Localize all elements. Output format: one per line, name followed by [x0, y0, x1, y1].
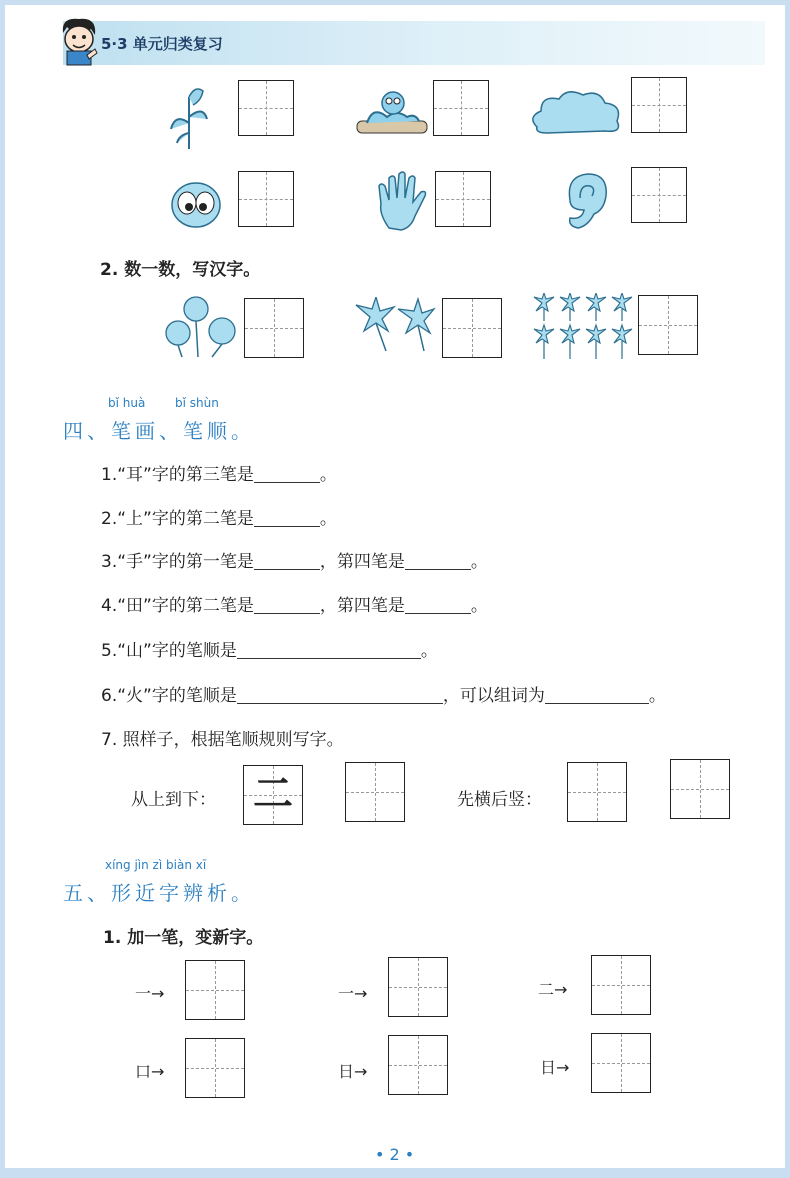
answer-box[interactable] — [185, 960, 245, 1020]
answer-blank[interactable] — [254, 551, 320, 570]
example-char: 二 — [253, 771, 293, 817]
flowers-three-icon — [160, 293, 242, 359]
pair-label: 二→ — [538, 980, 568, 999]
pinyin-xingjinzibianxi: xíng jìn zì biàn xī — [105, 858, 207, 872]
count-task-label: 2. 数一数，写汉字。 — [100, 260, 261, 280]
example-box — [243, 765, 303, 825]
answer-box[interactable] — [631, 77, 687, 133]
pair-label: 日→ — [540, 1058, 570, 1077]
q4-item-1: 1.“耳”字的第三笔是 。 — [101, 465, 337, 485]
answer-blank[interactable] — [405, 551, 471, 570]
rule2-label: 先横后竖： — [457, 790, 542, 810]
cloud-icon — [527, 87, 627, 139]
answer-box[interactable] — [238, 171, 294, 227]
answer-box[interactable] — [388, 1035, 448, 1095]
answer-box[interactable] — [567, 762, 627, 822]
example-label: 从上到下： — [131, 790, 216, 810]
pair-label: 一→ — [135, 984, 165, 1003]
answer-blank[interactable] — [237, 685, 443, 704]
ear-icon — [560, 170, 612, 232]
answer-blank[interactable] — [254, 464, 320, 483]
answer-box[interactable] — [591, 955, 651, 1015]
header-title: 5·3 单元归类复习 — [101, 35, 223, 53]
q4-item-4: 4.“田”字的第二笔是 ，第四笔是 。 — [101, 596, 488, 616]
answer-box[interactable] — [345, 762, 405, 822]
q4-item-3: 3.“手”字的第一笔是 ，第四笔是 。 — [101, 552, 488, 572]
answer-blank[interactable] — [405, 595, 471, 614]
worm-icon — [353, 87, 433, 139]
section5-title: 五、形近字辨析。 — [63, 881, 255, 905]
answer-box[interactable] — [638, 295, 698, 355]
q4-item-2: 2.“上”字的第二笔是 。 — [101, 509, 337, 529]
page-number: • 2 • — [375, 1145, 415, 1164]
mascot-icon — [57, 15, 101, 67]
rice-plant-icon — [165, 83, 213, 151]
answer-box[interactable] — [244, 298, 304, 358]
answer-box[interactable] — [435, 171, 491, 227]
answer-blank[interactable] — [254, 595, 320, 614]
pinyin-bihua: bǐ huà — [108, 396, 146, 410]
section4-title: 四、笔画、笔顺。 — [63, 419, 255, 443]
answer-box[interactable] — [388, 957, 448, 1017]
answer-box[interactable] — [238, 80, 294, 136]
answer-box[interactable] — [631, 167, 687, 223]
section5-task-label: 1. 加一笔，变新字。 — [103, 928, 264, 948]
flowers-two-icon — [350, 297, 436, 353]
answer-box[interactable] — [591, 1033, 651, 1093]
answer-box[interactable] — [442, 298, 502, 358]
q4-item-7: 7. 照样子，根据笔顺规则写字。 — [101, 730, 344, 750]
pair-label: 一→ — [338, 984, 368, 1003]
pair-label: 口→ — [135, 1062, 165, 1081]
answer-blank[interactable] — [545, 685, 649, 704]
answer-box[interactable] — [185, 1038, 245, 1098]
answer-box[interactable] — [670, 759, 730, 819]
pinyin-bishun: bǐ shùn — [175, 396, 219, 410]
q4-item-6: 6.“火”字的笔顺是 ，可以组词为 。 — [101, 686, 666, 706]
answer-blank[interactable] — [254, 508, 320, 527]
flowers-eight-icon — [530, 293, 636, 361]
answer-box[interactable] — [433, 80, 489, 136]
pair-label: 日→ — [338, 1062, 368, 1081]
eye-icon — [169, 175, 223, 231]
q4-item-5: 5.“山”字的笔顺是 。 — [101, 641, 438, 661]
hand-icon — [375, 170, 431, 232]
workbook-page — [5, 5, 785, 1168]
answer-blank[interactable] — [237, 640, 421, 659]
